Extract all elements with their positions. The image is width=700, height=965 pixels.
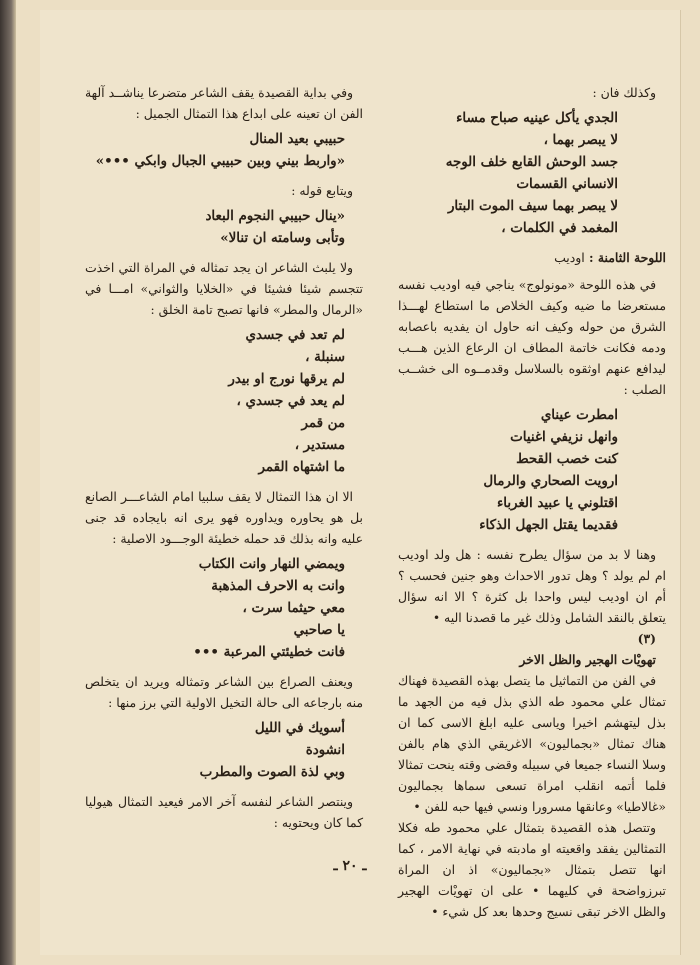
verse-line: وانت به الاحرف المذهبة	[211, 578, 345, 594]
paragraph: وتتصل هذه القصيدة بتمثال علي محمود طه فكلا التمثالين يفقد واقعيته او مادبته في نهاية الامر ، كما انها تتصل بتمثال «بجماليون» اذ ان المراة تبرزواضحة في كليهما • على ان تهويْات الهجير والظل الاخر تبقى نسيج وحدها بعد كل شيء •	[398, 820, 666, 919]
intro-line: وكذلك فان :	[592, 85, 656, 100]
verse-block	[398, 404, 666, 536]
paragraph: في هذه اللوحة «مونولوج» يناجي فيه اوديب نفسه مستعرضا ما ضيه وكيف الخلاص ما استطاع لهـــذا الشرق من حوله وكيف انه حاول ان يفديه باعصابه ودمه فكانت خاتمة المطاف ان الرعاع الذين هـــب ليدافع عنهم اوثقوه بالسلاسل وقدمــوه الى خشــب الصلب :	[398, 277, 666, 397]
section-number: (٣)	[637, 631, 656, 646]
paragraph: وينتصر الشاعر لنفسه آخر الامر فيعيد التمثال هيوليا كما كان ويحتويه :	[85, 794, 363, 830]
verse-block	[85, 128, 363, 172]
right-column	[398, 82, 666, 922]
verse-line: أسويك في الليل	[254, 720, 345, 736]
verse-block	[85, 205, 363, 249]
verse-line: كنت خصب القحط	[516, 451, 618, 467]
verse-block	[85, 717, 363, 783]
verse-line: اقتلوني يا عبيد الغرباء	[496, 495, 618, 511]
page-number: ـ ٢٠ ـ	[333, 858, 367, 874]
verse-line: سنبلة ،	[305, 349, 345, 365]
verse-line: فانت خطيئتي المرعبة •••	[193, 644, 345, 660]
verse-line: لم يعد في جسدي ،	[236, 393, 345, 409]
paragraph: ويعنف الصراع بين الشاعر وتمثاله ويريد ان يتخلص منه بارجاعه الى حالة التخيل الاولية التي برز منها :	[85, 674, 363, 710]
verse-line: لم تعد في جسدي	[245, 327, 345, 343]
verse-line: وانهل نزيفي اغنيات	[510, 429, 618, 445]
verse-line: وبي لذة الصوت والمطرب	[199, 764, 345, 780]
section-heading-name: اوديب	[554, 250, 585, 265]
paragraph: الا ان هذا التمثال لا يقف سلبيا امام الشاعـــر الصانع بل هو يحاوره ويداوره فهو يرى انه بايجاده قد جنى عليه وانه بذلك قد حمله خطيئة الوجـــود الاصلية :	[85, 489, 363, 546]
verse-line: «واربط بيني وبين حبيبي الجبال وابكي •••»	[95, 153, 345, 169]
section-heading: اللوحة الثامنة : اوديب	[554, 250, 666, 265]
verse-line: لا يبصر بهما ،	[543, 132, 618, 148]
book-binding-edge	[0, 0, 16, 965]
verse-block	[85, 553, 363, 663]
section-title: تهويْات الهجير والظل الاخر	[519, 652, 656, 667]
verse-line: الجدي يأكل عينيه صباح مساء	[456, 110, 618, 126]
verse-line: جسد الوحش القابع خلف الوجه	[445, 154, 618, 170]
verse-line: الانساني القسمات	[516, 176, 618, 192]
verse-block	[398, 107, 666, 239]
verse-line: ويمضي النهار وانت الكتاب	[198, 556, 345, 572]
verse-line: «ينال حبيبي النجوم البعاد	[205, 208, 345, 224]
verse-line: امطرت عيناي	[540, 407, 618, 423]
paragraph: وهنا لا بد من سؤال يطرح نفسه : هل ولد اوديب ام لم يولد ؟ وهل تدور الاحداث وهو جنين فحسب ؟ أم ان اوديب ليس واحدا بل كثرة ؟ الا انه سؤال يتعلق بالنقد الشامل وذلك غير ما قصدنا اليه •	[398, 547, 666, 625]
verse-line: ارويت الصحاري والرمال	[483, 473, 618, 489]
verse-line: لم يرقها نورج او بيدر	[228, 371, 345, 387]
paragraph: ولا يلبث الشاعر ان يجد تمثاله في المراة التي اخذت تتجسم شيئا فشيئا في «الخلايا والثواني» امـــا في «الرمال والمطر» فانها تصبح تامة الخلق :	[85, 260, 363, 317]
book-page	[40, 10, 681, 955]
verse-line: حبيبي بعيد المنال	[249, 131, 345, 147]
paragraph: ويتابع قوله :	[291, 183, 353, 198]
verse-line: من قمر	[301, 415, 345, 431]
verse-line: وتأبى وسامته ان تنالا»	[220, 230, 345, 246]
verse-line: انشودة	[305, 742, 345, 758]
left-column	[85, 82, 363, 833]
verse-line: فقديما يقتل الجهل الذكاء	[479, 517, 618, 533]
verse-line: ما اشتهاه القمر	[258, 459, 345, 475]
verse-line: معي حيثما سرت ،	[242, 600, 345, 616]
verse-line: لا يبصر بهما سيف الموت البتار	[447, 198, 618, 214]
paragraph: وفي بداية القصيدة يقف الشاعر متضرعا يناشــد آلهة الفن ان تعينه على ابداع هذا التمثال الجميل :	[85, 85, 363, 121]
verse-block	[85, 324, 363, 478]
paragraph: في الفن من التماثيل ما يتصل بهذه القصيدة فهناك تمثال علي محمود طه الذي بذل فيه من الجهد ما بذل ليتهشم اخيرا وياسى عليه ابلغ الاسى كما ان هناك تمثال «بجماليون» الاغريقي الذي هام بالفن وسلا النساء جميعا في سبيله وقضى وقته ينحت تمثالا فلما أتمه انقلب امراة تسعى سماها بجماليون «غالاطيا» وعانقها مسرورا ونسي فيها حبه للفن •	[398, 673, 666, 814]
verse-line: المغمد في الكلمات ،	[501, 220, 618, 236]
verse-line: يا صاحبي	[293, 622, 345, 638]
verse-line: مستدير ،	[294, 437, 345, 453]
